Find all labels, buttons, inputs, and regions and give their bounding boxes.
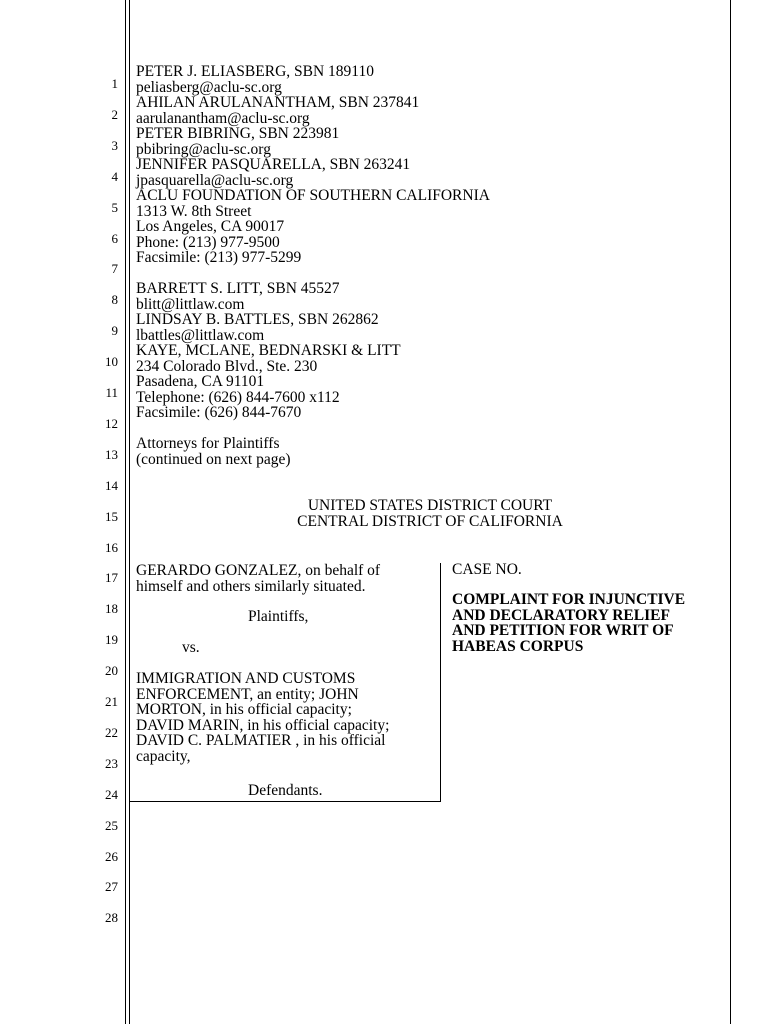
line-number: 3 <box>111 137 118 153</box>
line-number: 24 <box>105 786 118 802</box>
line-number: 23 <box>105 755 118 771</box>
line-number: 14 <box>105 477 118 493</box>
defendants-label: Defendants. <box>248 782 323 799</box>
line-number: 7 <box>111 261 118 277</box>
counsel-line: blitt@littlaw.com <box>136 295 245 313</box>
attorneys-line: (continued on next page) <box>136 450 291 468</box>
complaint-title-line: COMPLAINT FOR INJUNCTIVE <box>452 591 686 608</box>
defendant-line: DAVID MARIN, in his official capacity; <box>136 716 390 734</box>
line-number: 8 <box>111 292 118 308</box>
versus-label: vs. <box>182 639 200 656</box>
counsel-line: Telephone: (626) 844-7600 x112 <box>136 388 340 406</box>
defendant-names <box>136 671 389 764</box>
plaintiff-line: GERARDO GONZALEZ, on behalf of <box>136 562 381 579</box>
line-number: 5 <box>111 199 118 215</box>
defendant-line: capacity, <box>136 747 191 765</box>
line-number: 27 <box>105 879 118 895</box>
case-number-label: CASE NO. <box>452 561 522 578</box>
plaintiffs-label: Plaintiffs, <box>248 608 309 625</box>
counsel-line: jpasquarella@aclu-sc.org <box>136 171 294 189</box>
line-number: 22 <box>105 724 118 740</box>
court-district: CENTRAL DISTRICT OF CALIFORNIA <box>297 513 563 530</box>
case-caption <box>130 563 441 802</box>
counsel-line: BARRETT S. LITT, SBN 45527 <box>136 280 340 297</box>
line-number: 18 <box>105 601 118 617</box>
complaint-title <box>452 592 685 654</box>
counsel-line: PETER J. ELIASBERG, SBN 189110 <box>136 63 374 80</box>
counsel-line: Pasadena, CA 91101 <box>136 373 265 390</box>
line-number: 12 <box>105 415 118 431</box>
line-number: 4 <box>111 168 118 184</box>
line-number: 10 <box>105 354 118 370</box>
court-name: UNITED STATES DISTRICT COURT <box>307 497 553 514</box>
counsel-line: peliasberg@aclu-sc.org <box>136 78 282 96</box>
complaint-title-line: AND DECLARATORY RELIEF <box>452 606 670 624</box>
counsel-line: pbibring@aclu-sc.org <box>136 140 271 158</box>
plaintiff-line: himself and others similarly situated. <box>136 577 366 595</box>
line-number: 13 <box>105 446 118 462</box>
counsel-line: Phone: (213) 977-9500 <box>136 233 280 251</box>
line-number: 6 <box>111 230 118 246</box>
counsel-line: 234 Colorado Blvd., Ste. 230 <box>136 357 318 375</box>
attorneys-for-plaintiffs <box>136 436 291 467</box>
defendant-line: MORTON, in his official capacity; <box>136 701 352 718</box>
line-number: 1 <box>111 76 118 91</box>
line-number: 11 <box>105 385 118 400</box>
complaint-title-line: AND PETITION FOR WRIT OF <box>452 622 674 639</box>
counsel-block-kaye-mclane <box>136 281 401 421</box>
line-number: 20 <box>105 663 118 679</box>
complaint-title-line: HABEAS CORPUS <box>452 637 584 655</box>
counsel-line: AHILAN ARULANANTHAM, SBN 237841 <box>136 94 420 111</box>
counsel-block-aclu <box>136 64 490 266</box>
line-number: 2 <box>111 106 118 122</box>
line-number: 25 <box>105 817 118 833</box>
line-number: 28 <box>105 910 118 926</box>
line-number: 17 <box>105 570 118 586</box>
line-number: 26 <box>105 848 118 864</box>
line-number: 15 <box>105 508 118 524</box>
line-number: 16 <box>105 539 118 555</box>
counsel-line: Facsimile: (213) 977-5299 <box>136 249 302 266</box>
counsel-line: KAYE, MCLANE, BEDNARSKI & LITT <box>136 342 401 359</box>
court-title <box>130 498 730 530</box>
left-margin-rule <box>125 0 126 1024</box>
attorneys-line: Attorneys for Plaintiffs <box>136 435 280 452</box>
counsel-line: LINDSAY B. BATTLES, SBN 262862 <box>136 311 379 328</box>
counsel-line: Facsimile: (626) 844-7670 <box>136 404 302 421</box>
line-number: 9 <box>111 323 118 339</box>
counsel-line: JENNIFER PASQUARELLA, SBN 263241 <box>136 156 411 173</box>
counsel-line: 1313 W. 8th Street <box>136 202 252 220</box>
defendant-line: IMMIGRATION AND CUSTOMS <box>136 670 356 687</box>
counsel-line: Los Angeles, CA 90017 <box>136 218 285 235</box>
plaintiff-names <box>136 563 380 594</box>
counsel-line: PETER BIBRING, SBN 223981 <box>136 125 340 142</box>
counsel-line: aarulanantham@aclu-sc.org <box>136 109 310 127</box>
defendant-line: ENFORCEMENT, an entity; JOHN <box>136 685 359 703</box>
defendant-line: DAVID C. PALMATIER , in his official <box>136 732 386 749</box>
right-margin-rule <box>730 0 731 1024</box>
line-number: 19 <box>105 632 118 648</box>
counsel-line: ACLU FOUNDATION OF SOUTHERN CALIFORNIA <box>136 187 490 204</box>
line-number: 21 <box>105 694 118 709</box>
counsel-line: lbattles@littlaw.com <box>136 326 265 344</box>
